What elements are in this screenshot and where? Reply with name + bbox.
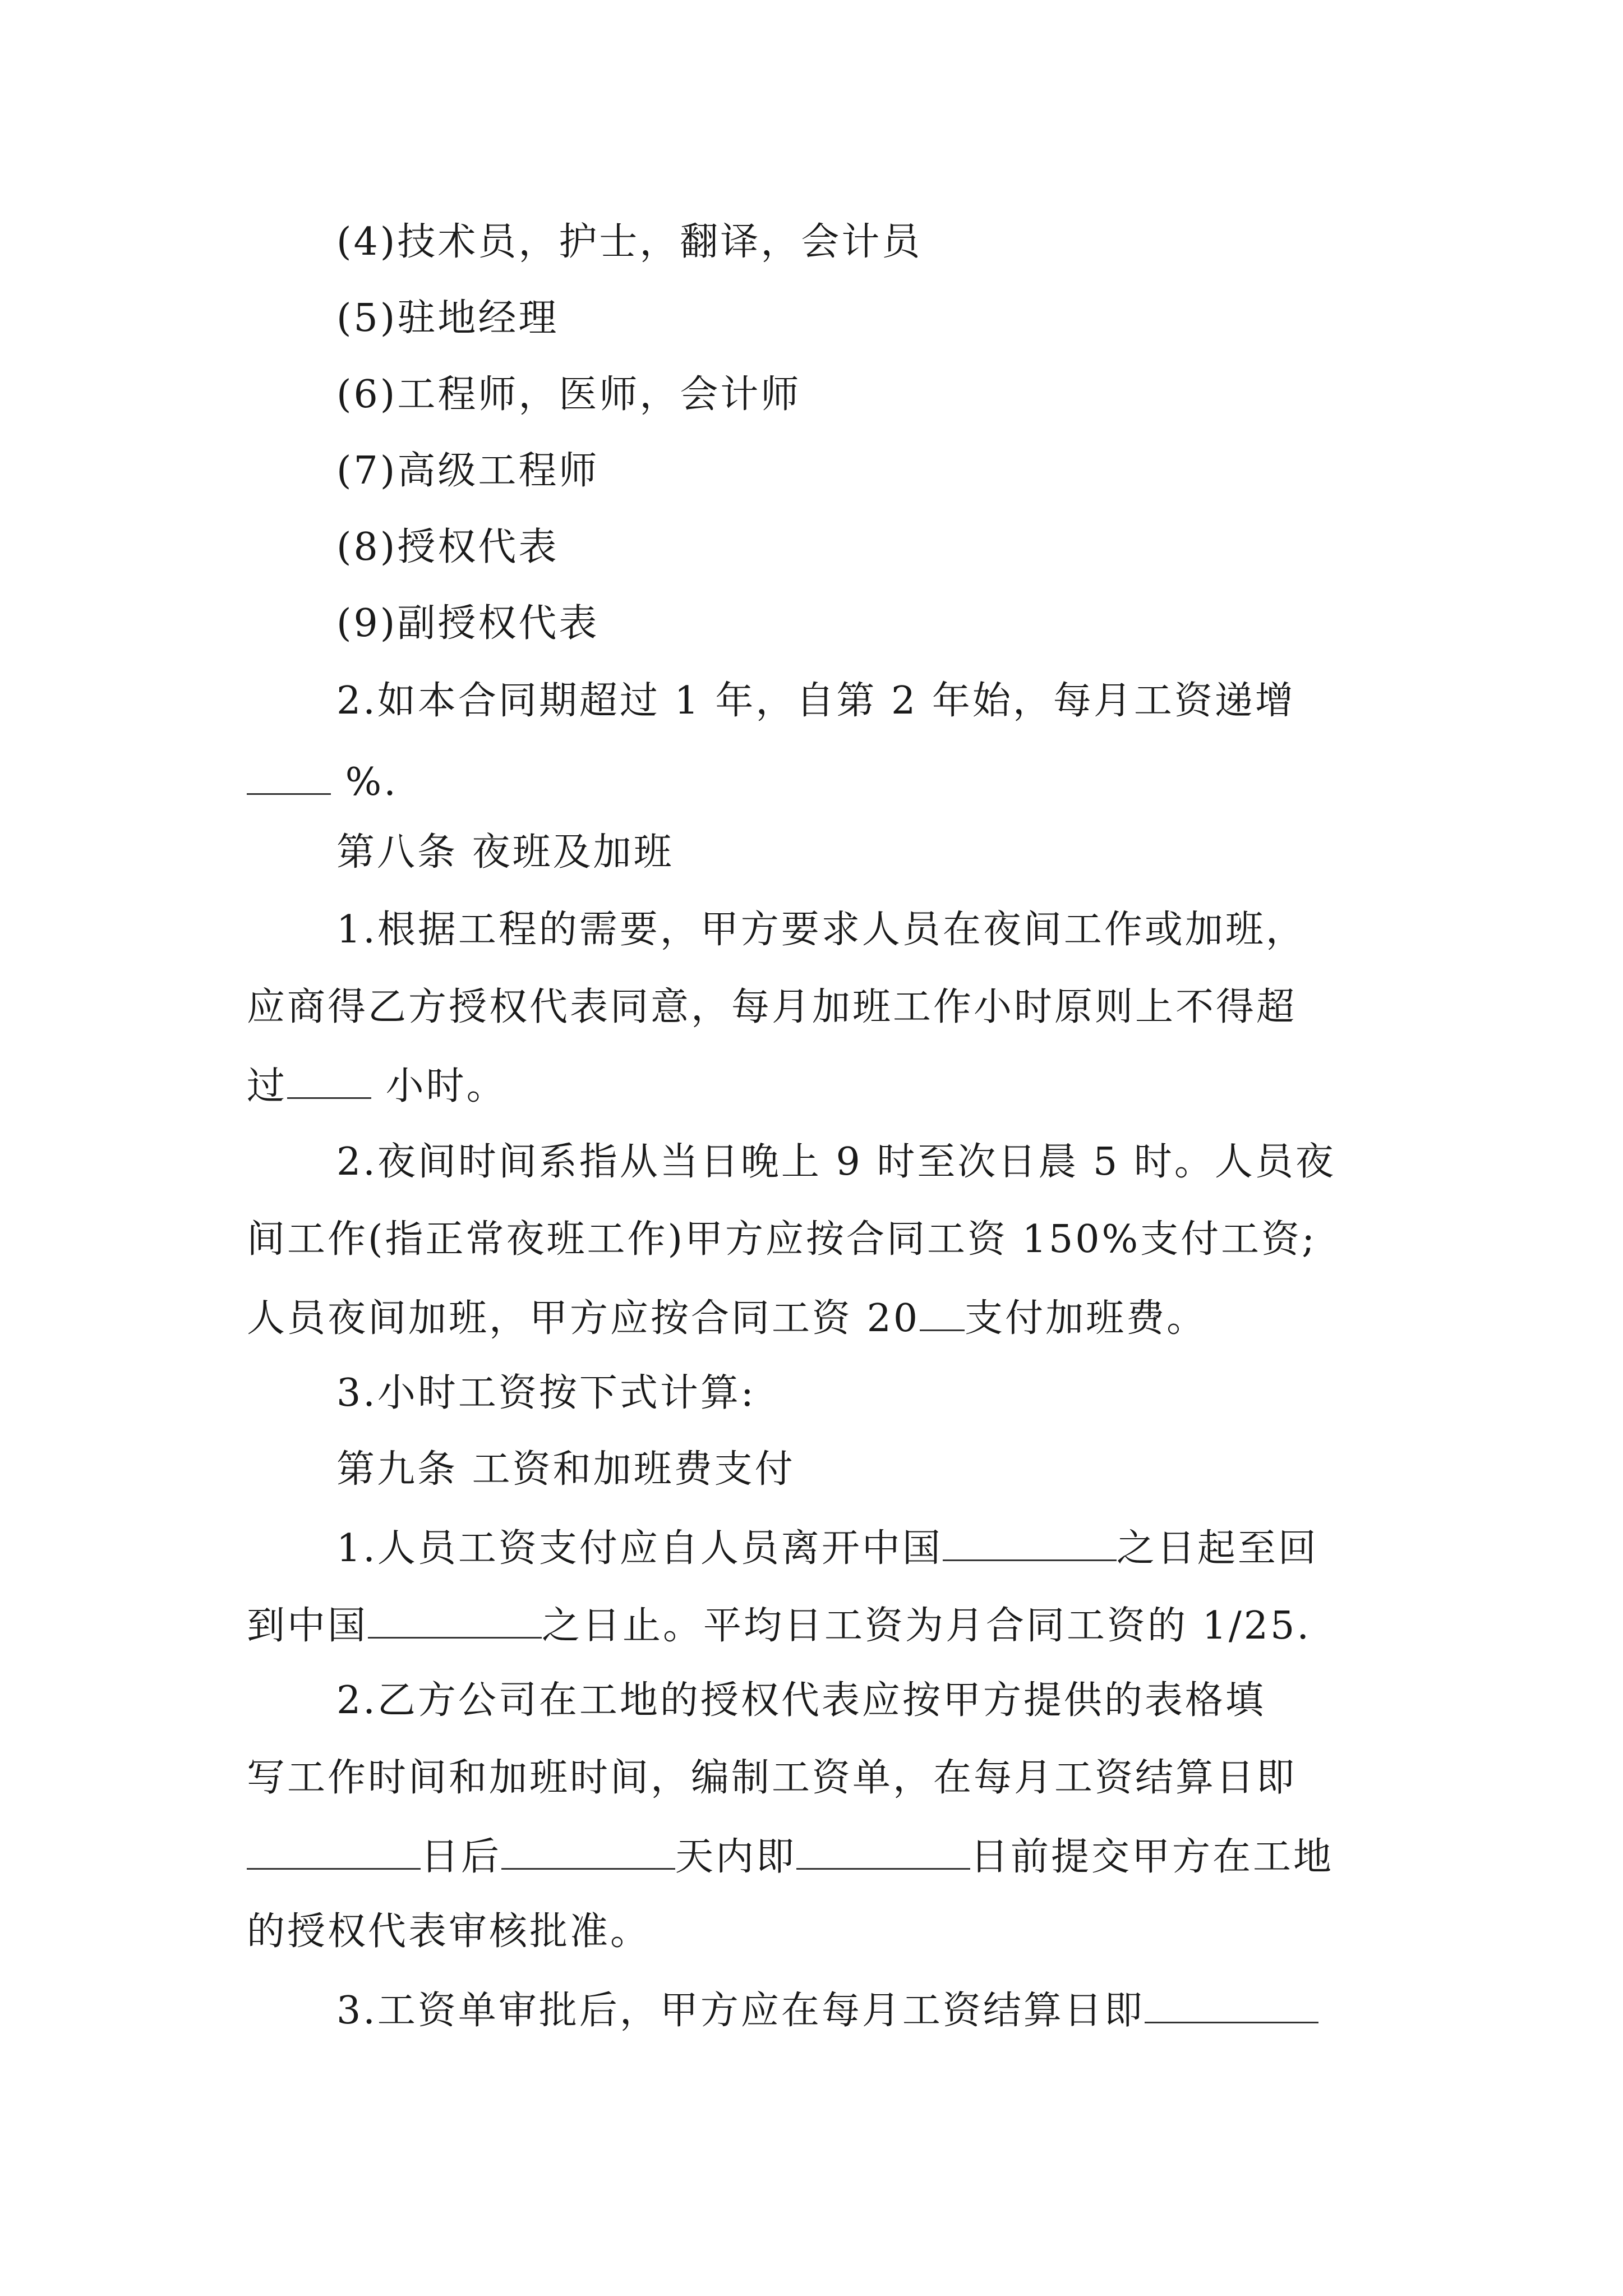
article8-heading: 第八条 夜班及加班 bbox=[336, 830, 674, 875]
blank-field[interactable] bbox=[1145, 1987, 1318, 2023]
text-segment: 日前提交甲方在工地 bbox=[970, 1835, 1334, 1879]
list-item-9: (9)副授权代表 bbox=[336, 601, 600, 646]
text-suffix: 之日止。平均日工资为月合同工资的 1/25. bbox=[542, 1604, 1311, 1648]
article9-item2-line2: 写工作时间和加班时间，编制工资单，在每月工资结算日即 bbox=[247, 1756, 1297, 1800]
text-prefix: 到中国 bbox=[247, 1604, 368, 1648]
list-item-8: (8)授权代表 bbox=[336, 525, 559, 569]
article9-heading: 第九条 工资和加班费支付 bbox=[336, 1447, 795, 1492]
article9-item2-line3 bbox=[247, 1833, 1391, 1878]
blank-field[interactable] bbox=[920, 1295, 965, 1331]
article9-item1-line2 bbox=[247, 1602, 1391, 1647]
article8-item2-line3 bbox=[247, 1295, 1391, 1340]
text-suffix: 小时。 bbox=[371, 1064, 507, 1108]
article8-item1-line3 bbox=[247, 1062, 1391, 1107]
article8-item1-line1: 1.根据工程的需要，甲方要求人员在夜间工作或加班， bbox=[336, 908, 1306, 952]
article8-item2-line2: 间工作(指正常夜班工作)甲方应按合同工资 150%支付工资; bbox=[247, 1217, 1317, 1262]
article8-item2-line1: 2.夜间时间系指从当日晚上 9 时至次日晨 5 时。人员夜 bbox=[336, 1140, 1336, 1184]
list-item-5: (5)驻地经理 bbox=[336, 296, 559, 341]
blank-field[interactable] bbox=[247, 1833, 421, 1870]
text-segment: 天内即 bbox=[675, 1835, 797, 1879]
text-suffix: 之日起至回 bbox=[1116, 1526, 1318, 1571]
text-prefix: 人员夜间加班，甲方应按合同工资 20 bbox=[247, 1296, 920, 1341]
article8-item3: 3.小时工资按下式计算: bbox=[336, 1371, 756, 1415]
article8-item1-line2: 应商得乙方授权代表同意，每月加班工作小时原则上不得超 bbox=[247, 985, 1297, 1029]
blank-field[interactable] bbox=[287, 1062, 371, 1099]
list-item-7: (7)高级工程师 bbox=[336, 449, 600, 493]
article9-item3-line1 bbox=[336, 1987, 1481, 2032]
blank-field[interactable] bbox=[368, 1602, 542, 1639]
percent-suffix: %. bbox=[331, 760, 398, 804]
blank-field[interactable] bbox=[247, 758, 331, 795]
text-prefix: 1.人员工资支付应自人员离开中国 bbox=[336, 1526, 943, 1571]
text-suffix: 支付加班费。 bbox=[965, 1296, 1207, 1341]
text-segment: 日后 bbox=[421, 1835, 502, 1879]
article9-item2-line1: 2.乙方公司在工地的授权代表应按甲方提供的表格填 bbox=[336, 1678, 1266, 1723]
text-prefix: 过 bbox=[247, 1064, 288, 1108]
article9-item2-line4: 的授权代表审核批准。 bbox=[247, 1910, 651, 1954]
list-item-4: (4)技术员，护士，翻译，会计员 bbox=[336, 220, 923, 264]
text-prefix: 3.工资单审批后，甲方应在每月工资结算日即 bbox=[336, 1989, 1145, 2033]
blank-field[interactable] bbox=[796, 1833, 970, 1870]
blank-field[interactable] bbox=[943, 1525, 1117, 1561]
blank-field[interactable] bbox=[501, 1833, 675, 1870]
clause7-item2-line2 bbox=[247, 758, 1391, 803]
clause7-item2-line1: 2.如本合同期超过 1 年，自第 2 年始，每月工资递增 bbox=[336, 679, 1295, 723]
list-item-6: (6)工程师，医师，会计师 bbox=[336, 372, 801, 417]
article9-item1-line1 bbox=[336, 1525, 1481, 1570]
